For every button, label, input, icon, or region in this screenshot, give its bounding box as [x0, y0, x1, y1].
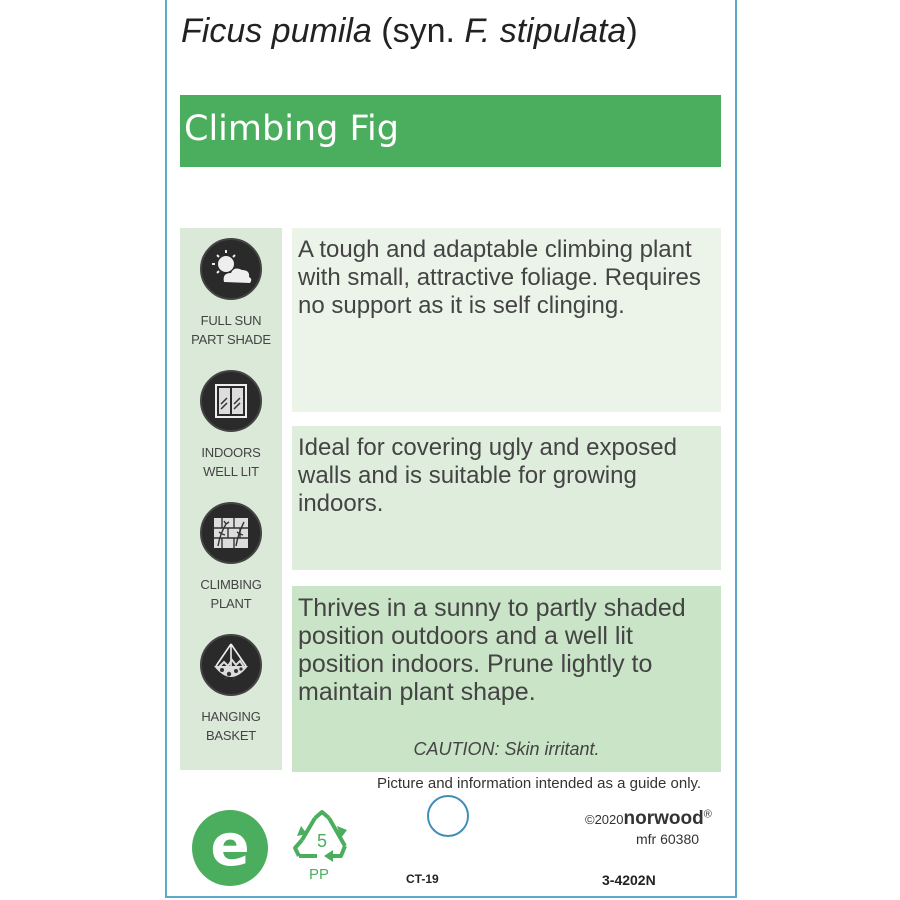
common-name-banner [180, 95, 721, 167]
copyright-year: ©2020 [585, 812, 624, 827]
recycle-material: PP [309, 866, 330, 883]
common-name: Climbing Fig [184, 109, 399, 149]
climbing-plant-icon [200, 502, 262, 564]
species-name: Ficus pumila [181, 12, 372, 50]
synonym-open: (syn. [371, 12, 465, 50]
icon-column [180, 228, 282, 770]
icon-item-hanging [180, 634, 282, 745]
icon-item-indoors [180, 370, 282, 481]
icon-label: INDOORS [201, 445, 261, 460]
synonym-name: F. stipulata [464, 12, 627, 50]
mfr-number: mfr 60380 [636, 831, 700, 847]
description-text: Thrives in a sunny to partly shaded position outdoors and a well lit position indoors. Prune lightly to maintain plant shape. [298, 594, 686, 706]
icon-label: WELL LIT [203, 464, 259, 479]
ct-code: CT-19 [406, 872, 439, 886]
e-mark-logo [192, 810, 268, 886]
window-icon [200, 370, 262, 432]
scientific-name [181, 12, 638, 51]
description-box-2 [292, 426, 721, 570]
caution-text: CAUTION: Skin irritant. [413, 739, 600, 759]
icon-label: HANGING [201, 709, 261, 724]
icon-item-climbing [180, 502, 282, 613]
icon-label: PLANT [210, 596, 252, 611]
icon-label: CLIMBING [200, 577, 262, 592]
synonym-close: ) [626, 12, 638, 50]
description-text: Ideal for covering ugly and exposed walls and is suitable for growing indoors. [298, 434, 677, 517]
recycle-icon [289, 810, 355, 866]
icon-label: PART SHADE [191, 332, 271, 347]
registered-mark: ® [703, 808, 712, 821]
brand-line [585, 808, 712, 830]
hanging-basket-icon [200, 634, 262, 696]
product-code: 3-4202N [602, 872, 656, 888]
description-box-1 [292, 228, 721, 412]
icon-label: FULL SUN [200, 313, 262, 328]
icon-label: BASKET [205, 728, 257, 743]
icon-item-full-sun [180, 238, 282, 349]
description-box-3 [292, 586, 721, 772]
e-mark-letter: e [210, 811, 250, 879]
brand-name: norwood [623, 808, 704, 829]
recycle-number: 5 [316, 831, 328, 851]
description-text: A tough and adaptable climbing plant with small, attractive foliage. Requires no support as it is self clinging. [298, 236, 701, 319]
hang-hole-circle [427, 795, 469, 837]
sun-cloud-icon [200, 238, 262, 300]
disclaimer: Picture and information intended as a guide only. [377, 775, 702, 792]
